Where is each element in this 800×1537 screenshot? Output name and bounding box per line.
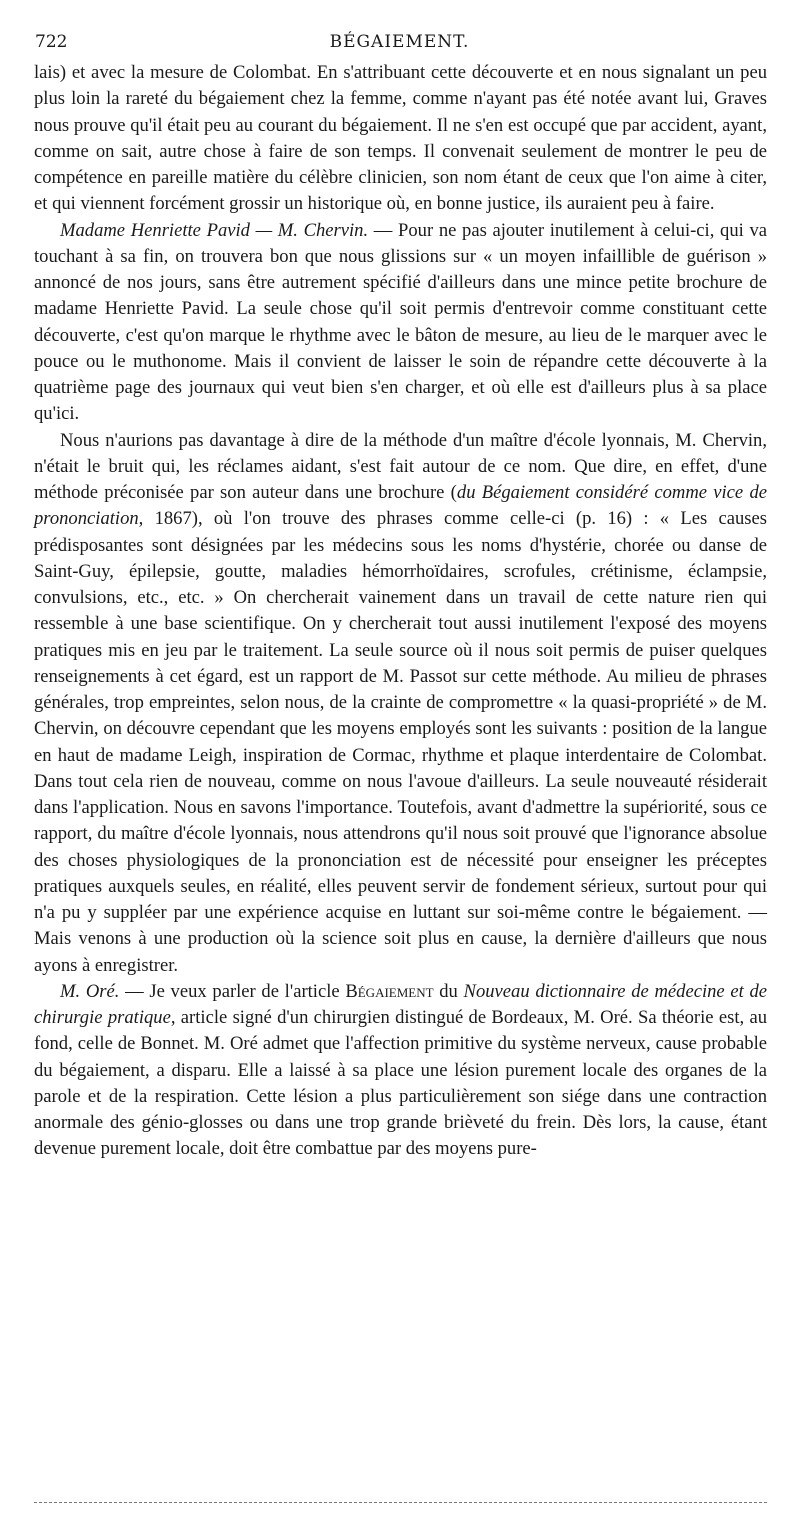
paragraph-text: lais) et avec la mesure de Colombat. En s'attribuant cette découverte et en nous signalant un peu plus loin la rareté du bégaiement chez la femme, comme n'ayant pas été notée avant lui, Graves nous prouve qu'il était peu au courant du bégaiement. Il ne s'en est occupé que par accident, ayant, comme on sait, autre chose à faire de son temps. Il convenait seulement de montrer le peu de compétence en pareille matière du célèbre clinicien, son nom étant de ceux que l'on aime à citer, et qui viennent forcément grossir un historique où, en bonne justice, ils auraient peu à faire. [34, 62, 767, 215]
paragraph-text: , 1867), où l'on trouve des phrases comme celle-ci (p. 16) : « Les causes prédisposantes sont désignées par les médecins sous les noms d'hystérie, chorée ou danse de Saint-Guy, épilepsie, goutte, maladies hémorrhoïdaires, scrofules, crétinisme, éclampsie, convulsions, etc., etc. » On chercherait vainement dans un travail de cette nature rien qui ressemble à une base scientifique. On y chercherait tout aussi inutilement l'exposé des moyens pratiques mis en jeu par le traitement. La seule source où il nous soit permis de puiser quelques renseignements à cet égard, est un rapport de M. Passot sur cette méthode. Au milieu de phrases générales, trop empreintes, selon nous, de la crainte de compromettre « la quasi-propriété » de M. Chervin, on découvre cependant que les moyens employés sont les suivants : position de la langue en haut de madame Leigh, inspiration de Cormac, rhythme et plaque interdentaire de Colombat. Dans tout cela rien de nouveau, comme on nous l'avoue d'ailleurs. La seule nouveauté résiderait dans l'application. Nous en savons l'importance. Toutefois, avant d'admettre la supériorité, sous ce rapport, du maître d'école lyonnais, nous attendrons qu'il nous soit prouvé que l'ignorance absolue des choses physiologiques de la prononciation est de nécessité pour enseigner les préceptes pratiques auxquels seules, en réalité, elles peuvent servir de fondement sérieux, surtout pour qui n'a pu y suppléer par une expérience acquise en luttant sur soi-même contre le bégaiement. — Mais venons à une production où la science soit plus en cause, la dernière d'ailleurs que nous ayons à enregistrer. [34, 508, 767, 976]
cited-title: Nouveau dictionnaire de médecine et de chirurgie pratique [34, 980, 768, 1028]
paragraph-ore [34, 979, 767, 1163]
paragraph-chervin-method [34, 428, 767, 979]
cited-title: du Bégaiement considéré comme vice de prononciation [34, 482, 768, 530]
footer-divider [34, 1502, 767, 1503]
paragraph-pavid-chervin [34, 218, 767, 428]
page-number: 722 [35, 32, 68, 52]
paragraph-text: du [433, 980, 464, 1002]
paragraph-text: — Pour ne pas ajouter inutilement à celui-ci, qui va touchant à sa fin, on trouvera bon que nous glissions sur « un moyen infaillible de guérison » annoncé de nos jours, sans être autrement spécifié d'ailleurs dans une mince petite brochure de madame Henriette Pavid. La seule chose qu'il soit permis d'entrevoir comme constituant cette découverte, c'est qu'on marque le rhythme avec le bâton de mesure, au lieu de le marquer avec le pouce ou le muthonome. Mais il convient de laisser le soin de répandre cette découverte à la quatrième page des journaux qui veut bien s'en charger, et où elle est d'ailleurs plus à sa place qu'ici. [34, 219, 767, 425]
paragraph-graves [34, 60, 767, 218]
paragraph-text: Nous n'aurions pas davantage à dire de la méthode d'un maître d'école lyonnais, M. Chervin, n'était le bruit qui, les réclames aidant, s'est fait autour de ce nom. Que dire, en effet, d'une méthode préconisée par son auteur dans une brochure ( [34, 429, 767, 503]
running-title: BÉGAIEMENT. [329, 32, 470, 52]
body-text [34, 60, 767, 1163]
section-heading: Madame Henriette Pavid — M. Chervin. [60, 219, 369, 241]
page-header [35, 32, 764, 56]
article-name: Bégaiement [345, 980, 434, 1002]
paragraph-text: — Je veux parler de l'article [119, 980, 346, 1002]
section-heading: M. Oré. [60, 980, 120, 1002]
paragraph-text: , article signé d'un chirurgien distingué de Bordeaux, M. Oré. Sa théorie est, au fond, celle de Bonnet. M. Oré admet que l'affection primitive du système nerveux, cause probable du bégaiement, a disparu. Elle a laissé à sa place une lésion purement locale des organes de la parole et de la respiration. Cette lésion a plus particulièrement son siége dans une contraction anormale des génio-glosses ou dans une trop grande brièveté du frein. Dès lors, la cause, étant devenue purement locale, doit être combattue par des moyens pure- [34, 1007, 767, 1160]
